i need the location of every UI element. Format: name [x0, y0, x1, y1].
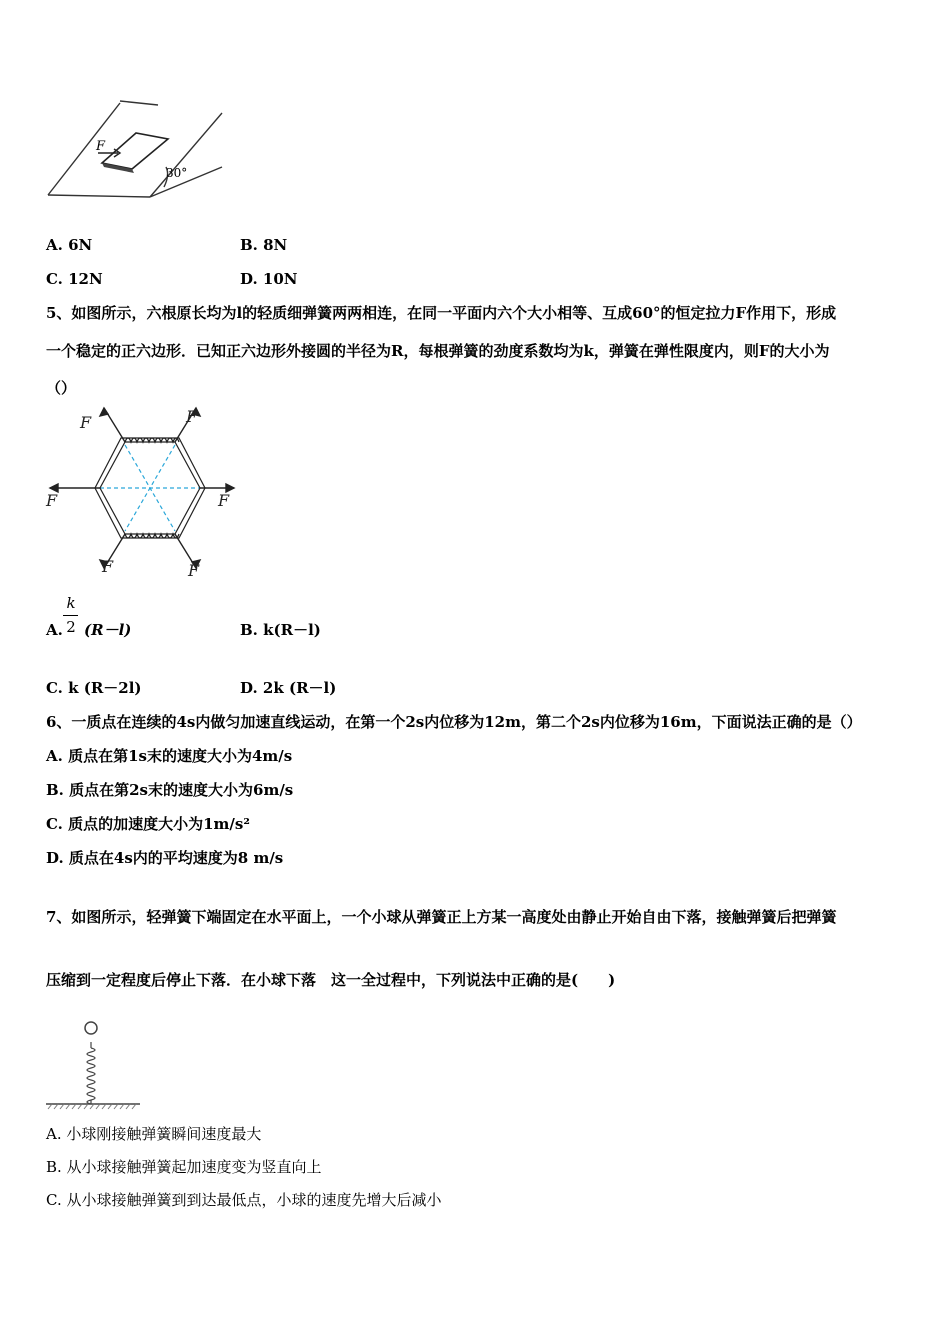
- q6-option-a: A. 质点在第1s末的速度大小为4m/s: [46, 747, 293, 765]
- force-label-top-left: F: [80, 413, 92, 432]
- q6-stem: 6、一质点在连续的4s内做匀加速直线运动，在第一个2s内位移为12m，第二个2s内位移为16m，下面说法正确的是（）: [46, 713, 862, 731]
- force-label-top-right: F: [186, 407, 198, 426]
- q4-option-d: D. 10N: [240, 270, 298, 288]
- ball-shape: [85, 1022, 97, 1034]
- q7-stem-line1: 7、如图所示，轻弹簧下端固定在水平面上，一个小球从弹簧正上方某一高度处由静止开始自由下落，接触弹簧后把弹簧: [46, 908, 837, 926]
- q5-option-a-frac-num: k: [66, 594, 76, 612]
- q7-option-c: C. 从小球接触弹簧到到达最低点，小球的速度先增大后减小: [46, 1191, 442, 1209]
- q5-option-a-frac-den: 2: [66, 618, 76, 636]
- angle-label: 30°: [166, 166, 188, 180]
- force-label-left: F: [46, 491, 58, 510]
- q5-option-b: B. k(R－l): [240, 621, 321, 639]
- dashed-diagonals: [100, 445, 200, 531]
- force-label-bottom-left: F: [102, 557, 114, 576]
- ball-spring-figure: [44, 1016, 144, 1112]
- q5-option-d: D. 2k (R－l): [240, 679, 337, 697]
- q5-stem-line2: 一个稳定的正六边形．已知正六边形外接圆的半径为R，每根弹簧的劲度系数均为k，弹簧在弹性限度内，则F的大小为: [46, 342, 830, 360]
- q4-option-c: C. 12N: [46, 270, 103, 288]
- q7-stem-line2: 压缩到一定程度后停止下落．在小球下落 这一全过程中，下列说法中正确的是( ): [46, 971, 616, 989]
- q4-option-b: B. 8N: [240, 236, 288, 254]
- force-label-right: F: [218, 491, 230, 510]
- q4-option-a: A. 6N: [46, 236, 93, 254]
- q5-option-a-prefix: A.: [46, 621, 63, 639]
- q5-option-a-frac-line: [63, 615, 78, 616]
- q7-option-a: A. 小球刚接触弹簧瞬间速度最大: [46, 1125, 262, 1143]
- q5-option-a-rest: (R－l): [84, 621, 132, 639]
- q6-option-b: B. 质点在第2s末的速度大小为6m/s: [46, 781, 294, 799]
- q5-stem-line3: （）: [46, 379, 77, 397]
- q7-option-b: B. 从小球接触弹簧起加速度变为竖直向上: [46, 1158, 322, 1176]
- force-label: F: [96, 139, 106, 154]
- force-label-bottom-right: F: [188, 561, 200, 580]
- q5-stem-line1: 5、如图所示，六根原长均为l的轻质细弹簧两两相连，在同一平面内六个大小相等、互成60°的恒定拉力F作用下，形成: [46, 304, 837, 322]
- spring-coil: [87, 1042, 95, 1104]
- q6-option-c: C. 质点的加速度大小为1m/s²: [46, 815, 250, 833]
- q5-option-c: C. k (R－2l): [46, 679, 142, 697]
- q6-option-d: D. 质点在4s内的平均速度为8 m/s: [46, 849, 284, 867]
- hexagon-spring-figure: [42, 402, 242, 584]
- incline-figure: [40, 95, 230, 205]
